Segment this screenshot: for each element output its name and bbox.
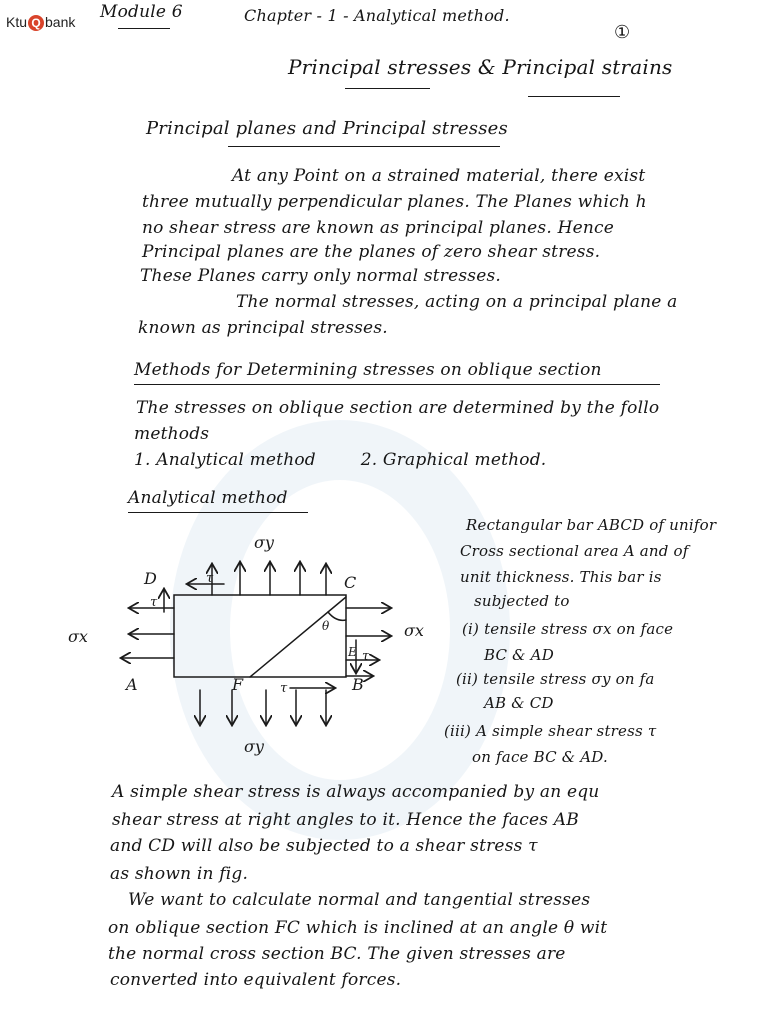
logo-text-post: bank — [45, 14, 76, 30]
label-e-mark: E — [348, 645, 357, 659]
section3-heading: Analytical method — [128, 488, 288, 508]
paragraph-line: as shown in fig. — [110, 864, 249, 884]
label-theta: θ — [322, 619, 330, 633]
paragraph-line: We want to calculate normal and tangential stresses — [128, 890, 591, 910]
label-tau-left: τ — [150, 595, 158, 610]
paragraph-line: on oblique section FC which is inclined at an angle θ wit — [108, 918, 608, 938]
side-text-line: (i) tensile stress σx on face — [462, 620, 674, 638]
side-text-line: Cross sectional area A and of — [460, 542, 689, 560]
page-number: ① — [614, 22, 631, 43]
module-label: Module 6 — [100, 2, 183, 22]
label-tau-right: τ — [362, 649, 370, 664]
logo-q-badge: Q — [28, 15, 44, 31]
side-text-line: (iii) A simple shear stress τ — [444, 722, 657, 740]
side-text-line: BC & AD — [484, 646, 554, 664]
paragraph-line: shear stress at right angles to it. Hence the faces AB — [112, 810, 579, 830]
side-text-line: unit thickness. This bar is — [460, 568, 662, 586]
paragraph-line: converted into equivalent forces. — [110, 970, 402, 990]
oblique-section-fc — [250, 597, 346, 677]
side-text-line: subjected to — [474, 592, 570, 610]
label-corner-c: C — [344, 573, 357, 592]
paragraph-line: and CD will also be subjected to a shear stress τ — [110, 836, 538, 856]
side-text-line: on face BC & AD. — [472, 748, 608, 766]
section1-line: At any Point on a strained material, there exist — [232, 166, 646, 186]
side-text-line: AB & CD — [484, 694, 554, 712]
logo-text-pre: Ktu — [6, 14, 28, 30]
label-sigma-x-left: σx — [68, 627, 88, 646]
section1-line: known as principal stresses. — [138, 318, 388, 338]
section1-heading: Principal planes and Principal stresses — [146, 118, 508, 139]
section1-line: These Planes carry only normal stresses. — [140, 266, 502, 286]
section1-line: The normal stresses, acting on a principal plane a — [236, 292, 678, 312]
theta-arc — [328, 612, 346, 620]
side-text-line: Rectangular bar ABCD of unifor — [466, 516, 717, 534]
side-text-line: (ii) tensile stress σy on fa — [456, 670, 655, 688]
section2-line: 1. Analytical method 2. Graphical method. — [134, 450, 547, 470]
section1-line: three mutually perpendicular planes. The Planes which h — [142, 192, 647, 212]
label-sigma-y-top: σy — [254, 533, 274, 552]
section2-line: The stresses on oblique section are determined by the follo — [136, 398, 660, 418]
paragraph-line: the normal cross section BC. The given stresses are — [108, 944, 566, 964]
label-corner-a: A — [126, 675, 138, 694]
section1-line: Principal planes are the planes of zero shear stress. — [142, 242, 601, 262]
label-corner-b: B — [352, 675, 364, 694]
label-point-f: F — [232, 675, 244, 694]
label-sigma-y-bottom: σy — [244, 737, 264, 756]
paragraph-line: A simple shear stress is always accompanied by an equ — [112, 782, 600, 802]
label-tau-top: τ — [206, 571, 214, 586]
label-tau-bottom: τ — [280, 681, 288, 696]
section2-line: methods — [134, 424, 210, 444]
label-corner-d: D — [144, 569, 157, 588]
bar-abcd-rect — [174, 595, 346, 677]
label-sigma-x-right: σx — [404, 621, 424, 640]
section1-line: no shear stress are known as principal planes. Hence — [142, 218, 614, 238]
chapter-label: Chapter - 1 - Analytical method. — [244, 6, 510, 25]
page-title: Principal stresses & Principal strains — [288, 55, 673, 79]
section2-heading: Methods for Determining stresses on oblique section — [134, 360, 602, 380]
